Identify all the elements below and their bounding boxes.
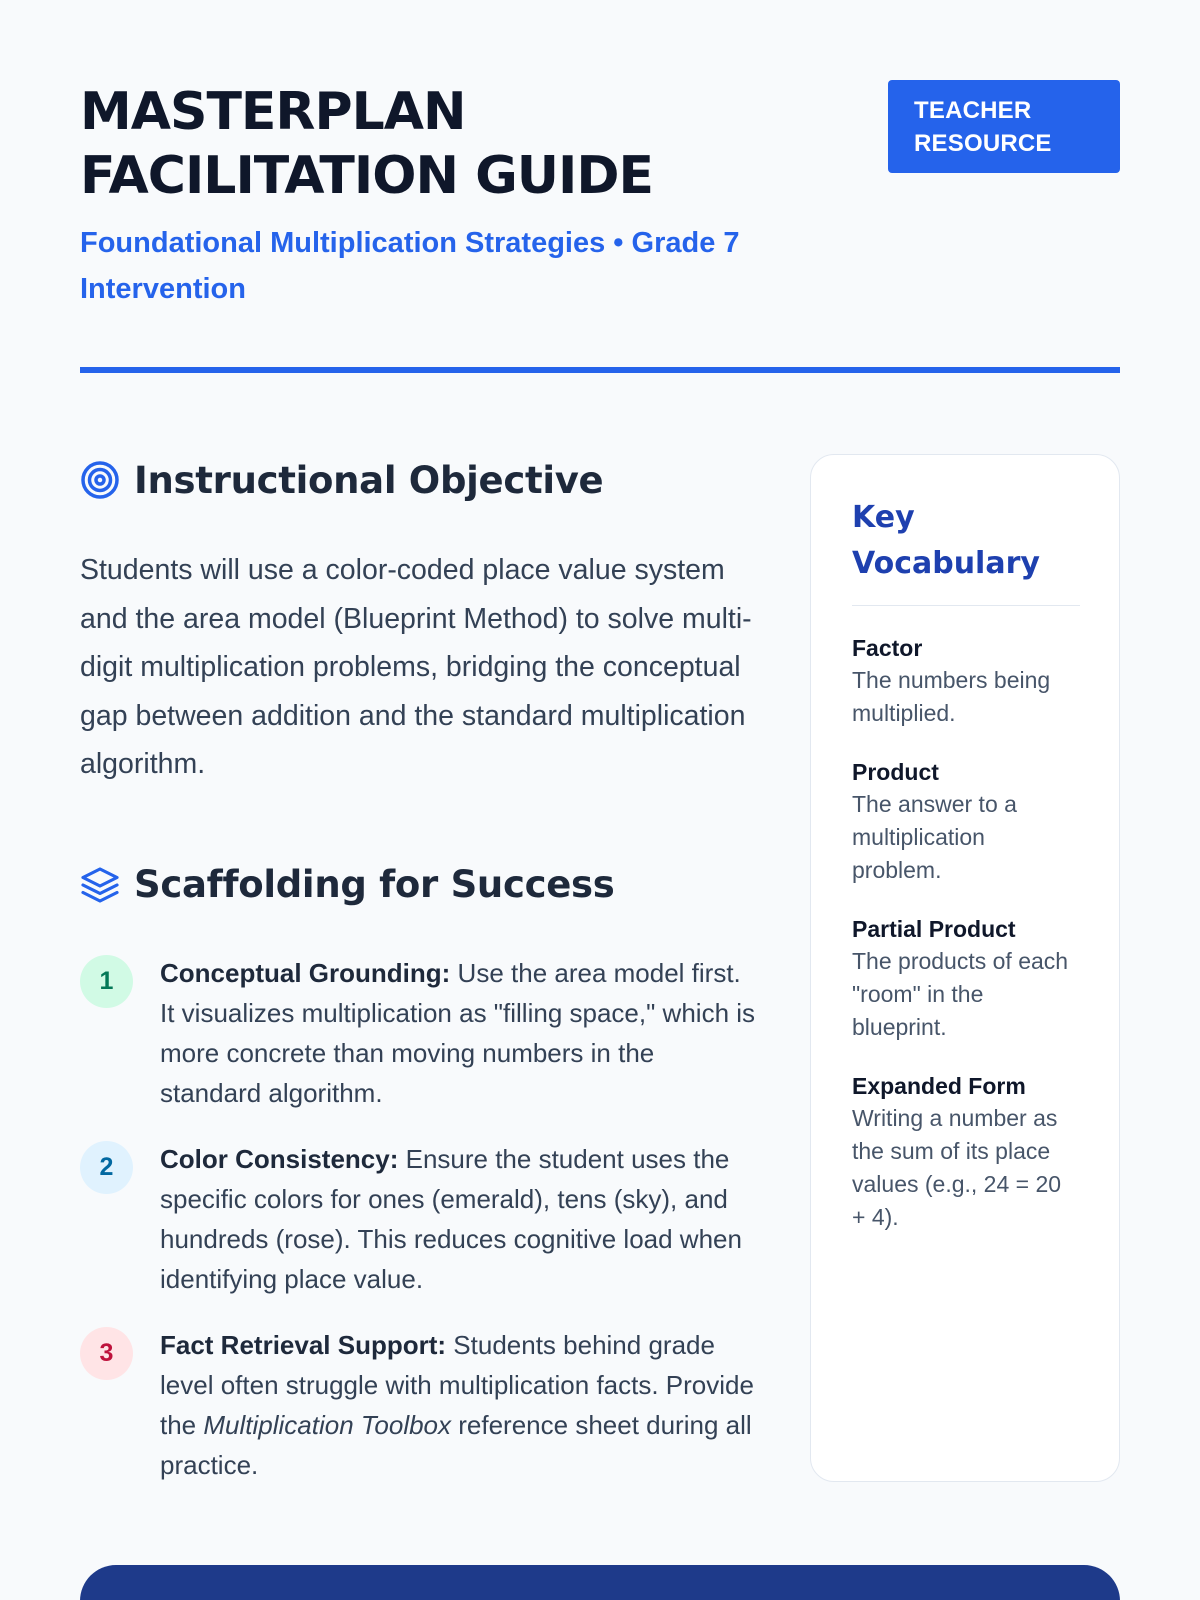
vocab-term — [852, 913, 1079, 1044]
term-name: Expanded Form — [852, 1073, 1026, 1099]
term-definition: Writing a number as the sum of its place values (e.g., 24 = 20 + 4). — [852, 1105, 1062, 1230]
objective-heading-row — [80, 454, 760, 506]
step-title: Color Consistency: — [160, 1143, 399, 1174]
vocabulary-list — [852, 632, 1079, 1234]
page-header — [80, 80, 1120, 374]
layers-icon — [80, 865, 120, 905]
scaffolding-list — [80, 953, 760, 1485]
objective-heading: Instructional Objective — [134, 458, 604, 502]
step-number-badge: 2 — [80, 1141, 133, 1194]
header-divider — [80, 367, 1120, 373]
list-item — [80, 953, 760, 1113]
step-body: Use the area model first. It visualizes multiplication as "filling space," which is more concrete than moving numbers in the standard algorithm. — [160, 957, 756, 1108]
term-name: Factor — [852, 635, 923, 661]
step-body: Ensure the student uses the specific colors for ones (emerald), tens (sky), and hundreds (rose). This reduces cognitive load when identifying place value. — [160, 1143, 742, 1294]
term-definition: The products of each "room" in the blueprint. — [852, 948, 1069, 1040]
step-title: Fact Retrieval Support: — [160, 1329, 447, 1360]
vocab-term — [852, 632, 1079, 730]
vocabulary-title: Key Vocabulary — [852, 495, 1080, 606]
term-definition: The numbers being multiplied. — [852, 667, 1051, 726]
guide-page — [80, 80, 1120, 1480]
target-icon — [80, 460, 120, 500]
step-text — [160, 953, 760, 1113]
step-body: Students behind grade level often struggle with multiplication facts. Provide the — [160, 1329, 754, 1440]
teacher-resource-badge: TEACHER RESOURCE — [888, 80, 1120, 173]
vocabulary-card — [810, 454, 1120, 1482]
step-text — [160, 1325, 760, 1485]
step-number-badge: 3 — [80, 1327, 133, 1380]
step-title: Conceptual Grounding: — [160, 957, 451, 988]
step-body-end: reference sheet during all practice. — [160, 1409, 752, 1480]
vocab-term — [852, 1070, 1079, 1234]
scaffolding-heading: Scaffolding for Success — [134, 863, 615, 906]
page-subtitle: Foundational Multiplication Strategies • Grade 7 Intervention — [80, 227, 740, 305]
list-item — [80, 1139, 760, 1299]
term-definition: The answer to a multiplication problem. — [852, 791, 1017, 883]
page-title: MASTERPLAN FACILITATION GUIDE — [80, 82, 654, 206]
term-name: Partial Product — [852, 916, 1016, 942]
term-name: Product — [852, 759, 939, 785]
list-item — [80, 1325, 760, 1485]
vocab-term — [852, 756, 1079, 887]
step-text — [160, 1139, 760, 1299]
objective-text: Students will use a color-coded place value system and the area model (Blueprint Method) to solve multi-digit multiplication problems, bridging the conceptual gap between addition and the standard multiplication algorithm. — [80, 554, 752, 780]
toolbox-reference: Multiplication Toolbox — [203, 1409, 452, 1440]
scaffolding-heading-row — [80, 859, 760, 911]
step-number-badge: 1 — [80, 955, 133, 1008]
main-content — [80, 454, 760, 1511]
footer-band — [80, 1565, 1120, 1600]
